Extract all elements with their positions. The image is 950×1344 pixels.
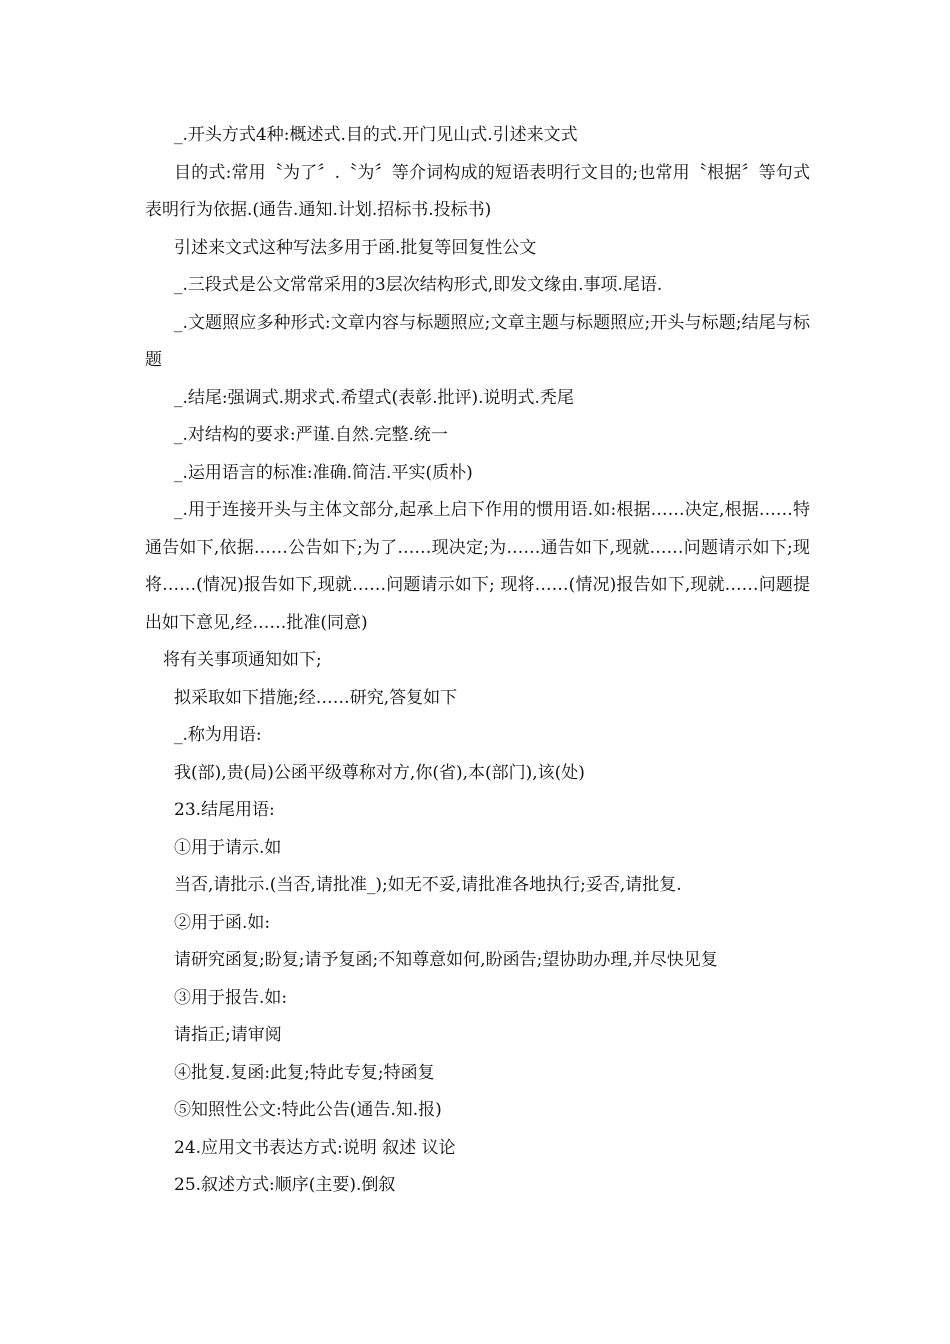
paragraph-title-correspondence: _.文题照应多种形式:文章内容与标题照应;文章主题与标题照应;开头与标题;结尾与标题	[145, 312, 810, 370]
list-item-request-heading: ①用于请示.如	[174, 837, 282, 858]
list-item-letter-heading: ②用于函.如:	[174, 912, 271, 933]
paragraph-ending-types: _.结尾:强调式.期求式.希望式(表彰.批评).说明式.秃尾	[174, 387, 574, 408]
paragraph-language-standards: _.运用语言的标准:准确.简洁.平实(质朴)	[174, 462, 473, 483]
list-item-request-phrases: 当否,请批示.(当否,请批准_);如无不妥,请批准各地执行;妥否,请批复.	[174, 875, 682, 895]
document-body	[145, 117, 810, 1205]
paragraph-address-terms: 我(部),贵(局)公函平级尊称对方,你(省),本(部门),该(处)	[174, 762, 585, 783]
paragraph-opening-methods: _.开头方式4种:概述式.目的式.开门见山式.引述来文式	[174, 125, 578, 145]
list-item-report-phrases: 请指正;请审阅	[174, 1025, 282, 1045]
paragraph-structure-requirements: _.对结构的要求:严谨.自然.完整.统一	[174, 425, 448, 445]
list-item-letter-phrases: 请研究函复;盼复;请予复函;不知尊意如何,盼函告;望协助办理,并尽快见复	[174, 950, 718, 970]
paragraph-measures: 拟采取如下措施;经……研究,答复如下	[174, 687, 458, 708]
paragraph-narration-methods: 25.叙述方式:顺序(主要).倒叙	[174, 1175, 396, 1195]
paragraph-transition-phrases: _.用于连接开头与主体文部分,起承上启下作用的惯用语.如:根据……决定,根据……特通告如下,依据……公告如下;为了……现决定;为……通告如下,现就……问题请示如下;现将……(情况)报告如下,现就……问题请示如下; 现将……(情况)报告如下,现就……问题提出如下意见,经……批准(同意)	[145, 500, 810, 633]
list-item-notice-phrases: ⑤知照性公文:特此公告(通告.知.报)	[174, 1100, 442, 1120]
paragraph-notice-items: 将有关事项通知如下;	[163, 650, 322, 670]
paragraph-expression-methods: 24.应用文书表达方式:说明 叙述 议论	[174, 1137, 456, 1158]
paragraph-purpose-style: 目的式:常用〝为了〞.〝为〞等介词构成的短语表明行文目的;也常用〝根据〞等句式表明行为依据.(通告.通知.计划.招标书.投标书)	[145, 162, 810, 220]
paragraph-three-part-structure: _.三段式是公文常常采用的3层次结构形式,即发文缘由.事项.尾语.	[174, 275, 663, 295]
list-item-report-heading: ③用于报告.如:	[174, 987, 288, 1008]
list-item-reply-phrases: ④批复.复函:此复;特此专复;特函复	[174, 1062, 435, 1083]
paragraph-address-terms-heading: _.称为用语:	[174, 725, 262, 745]
paragraph-quote-style: 引述来文式这种写法多用于函.批复等回复性公文	[174, 237, 537, 258]
paragraph-closing-terms-heading: 23.结尾用语:	[174, 800, 275, 820]
